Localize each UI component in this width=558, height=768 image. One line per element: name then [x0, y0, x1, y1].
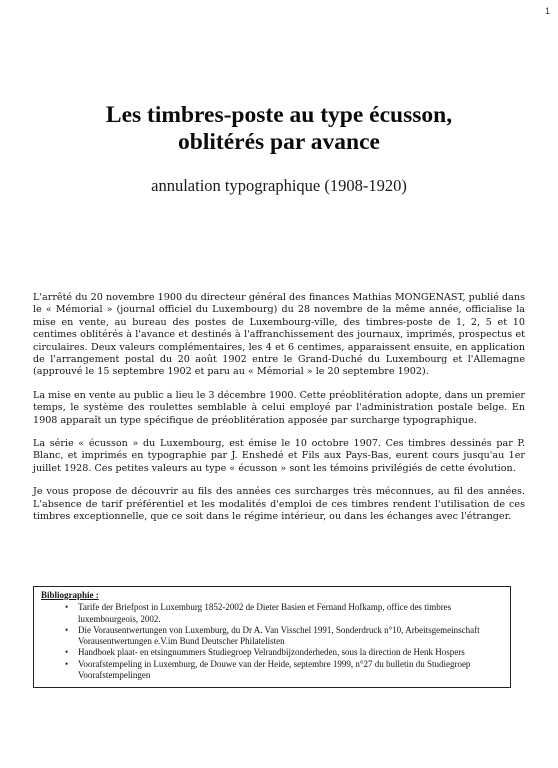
bibliography-item [65, 659, 503, 682]
document-subtitle: annulation typographique (1908-1920) [151, 176, 407, 195]
bullet-icon: • [65, 658, 69, 669]
paragraph: Je vous propose de découvrir au fils des années ces surcharges très méconnues, au fil des années. L'absence de tarif préférentiel et les modalités d'emploi de ces timbres rendent l'utilisation de ces timbres exceptionnelle, que ce soit dans le régime intérieur, ou dans les échanges avec l'étranger. [33, 486, 525, 523]
bibliography-item [65, 602, 503, 625]
title-block [0, 102, 558, 196]
paragraph: La série « écusson » du Luxembourg, est émise le 10 octobre 1907. Ces timbres dessinés par P. Blanc, et imprimés en typographie par J. Enshedé et Fils aux Pays-Bas, eurent cours jusqu'au 1er juillet 1928. Ces petites valeurs au type « écusson » sont les témoins privilégiés de cette évolution. [33, 438, 525, 474]
bibliography-heading: Bibliographie : [41, 590, 99, 600]
bibliography-list [41, 602, 503, 681]
bullet-icon: • [65, 647, 69, 658]
document-title [0, 102, 558, 156]
bibliography-item-text: Die Vorausentwertungen von Luxemburg, du Dr A. Van Visschel 1991, Sonderdruck n°10, Arbeitsgemeinschaft Vorausentwertungen e.V.im Bund Deutscher Philatelisten [78, 624, 480, 647]
title-line-2: oblitérés par avance [178, 129, 380, 155]
paragraph: L'arrêté du 20 novembre 1900 du directeur général des finances Mathias MONGENAST, publié dans le « Mémorial » (journal officiel du Luxembourg) du 28 novembre de la même année, officialise la mise en vente, au bureau des postes de Luxembourg-ville, des timbres-poste de 1, 2, 5 et 10 centimes oblitérés à l'avance et destinés à l'affranchissement des journaux, imprimés, prospectus et circulaires. Deux valeurs complémentaires, les 4 et 6 centimes, apparaissent ensuite, en application de l'arrangement postal du 20 août 1902 entre le Grand-Duché du Luxembourg et l'Allemagne (approuvé le 15 septembre 1902 et paru au « Mémorial » le 20 septembre 1902). [33, 292, 525, 378]
paragraph: La mise en vente au public a lieu le 3 décembre 1900. Cette préoblitération adopte, dans un premier temps, le système des roulettes semblable à celui employé par l'administration postale belge. En 1908 apparaît un type spécifique de préoblitération apposée par surcharge typographique. [33, 389, 525, 426]
bibliography-item-text: Voorafstempeling in Luxemburg, de Douwe van der Heide, septembre 1999, n°27 du bulletin du Studiegroep Voorafstempelingen [78, 658, 471, 681]
bullet-icon: • [65, 624, 69, 635]
body-text [33, 292, 525, 535]
bibliography-box [33, 586, 511, 688]
bullet-icon: • [65, 602, 69, 613]
bibliography-item-text: Handboek plaat- en etsingnummers Studiegroep Velrandbijzonderheden, sous la direction de Henk Hospers [78, 647, 465, 658]
bibliography-item-text: Tarife der Briefpost in Luxemburg 1852-2002 de Dieter Basien et Fernand Hofkamp, office des timbres luxembourgeois, 2002. [78, 602, 452, 624]
title-line-1: Les timbres-poste au type écusson, [105, 102, 453, 128]
bibliography-item [65, 647, 503, 658]
page-number: 1 [544, 6, 550, 16]
bibliography-item [65, 625, 503, 648]
